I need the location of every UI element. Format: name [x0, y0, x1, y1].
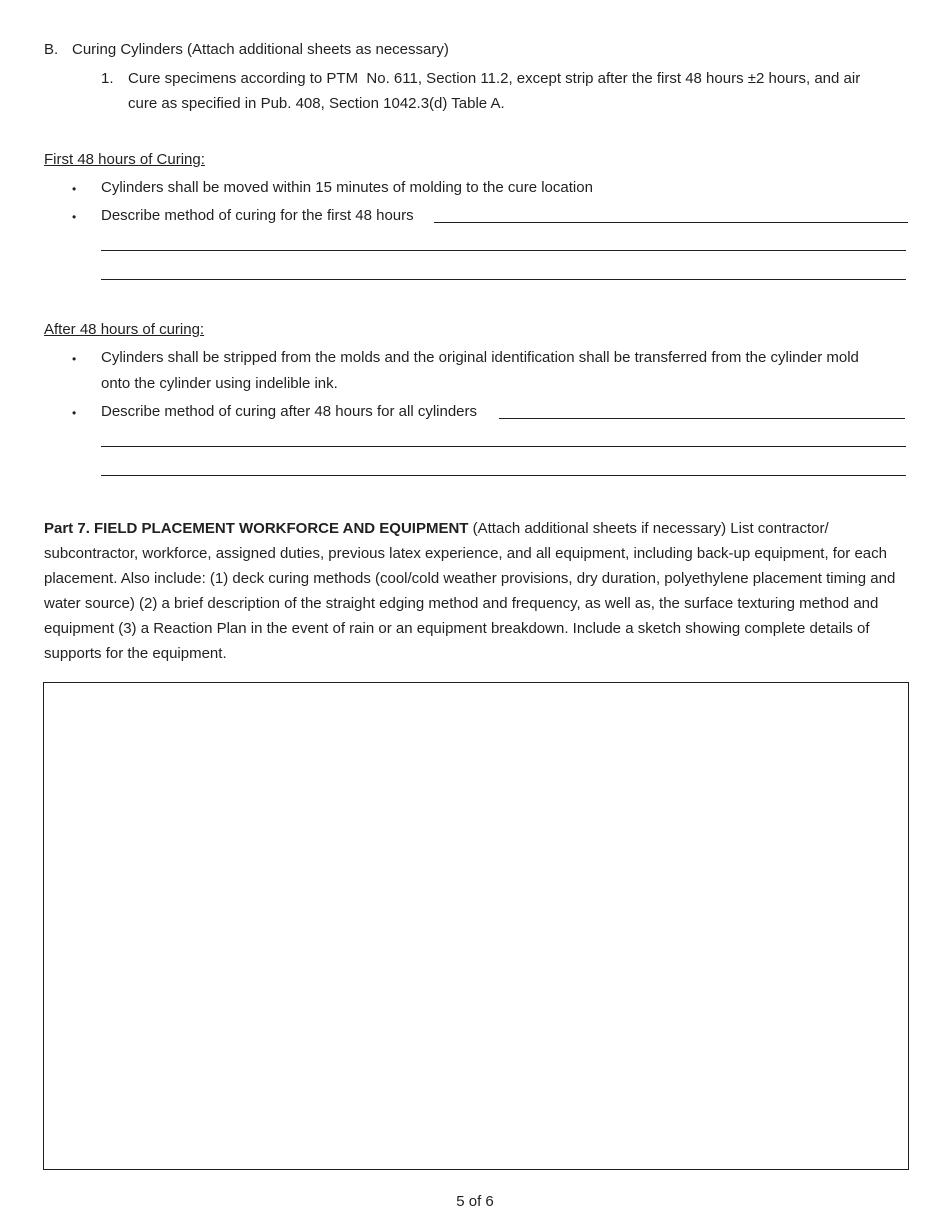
first-48-method-field-line-3[interactable]: [101, 279, 906, 280]
after-48-bullet-1-line-1: Cylinders shall be stripped from the molds and the original identification shall be transferred from the cylinder mold: [101, 349, 859, 366]
first-48-method-field-line-2[interactable]: [101, 250, 906, 251]
after-48-bullet-2: Describe method of curing after 48 hours for all cylinders: [101, 403, 478, 420]
first-48-heading: First 48 hours of Curing:: [44, 151, 205, 168]
first-48-bullet-2: Describe method of curing for the first 48 hours: [101, 207, 414, 224]
bullet-icon: •: [72, 406, 77, 420]
part-7-text: (Attach additional sheets if necessary) List contractor/ subcontractor, workforce, assigned duties, previous latex experience, and all equipment, including back-up equipment, for each placement. Also include: (1) deck curing methods (cool/cold weather provisions, dry duration, polyethylene placement timing and water source) (2) a brief description of the straight edging method and frequency, as well as, the surface texturing method and equipment (3) a Reaction Plan in the event of rain or an equipment breakdown. Include a sketch showing complete details of supports for the equipment.: [44, 520, 896, 662]
bullet-icon: •: [72, 182, 77, 196]
bullet-icon: •: [72, 210, 77, 224]
item-1-number: 1.: [101, 70, 114, 87]
item-1-line-1: Cure specimens according to PTM No. 611, Section 11.2, except strip after the first 48 hours ±2 hours, and air: [128, 70, 861, 87]
item-1-line-2: cure as specified in Pub. 408, Section 1042.3(d) Table A.: [128, 95, 505, 112]
section-b-title: Curing Cylinders (Attach additional sheets as necessary): [72, 41, 449, 58]
first-48-method-field-line-1[interactable]: [434, 222, 908, 223]
after-48-method-field-line-1[interactable]: [499, 418, 905, 419]
after-48-method-field-line-3[interactable]: [101, 475, 906, 476]
part-7-response-box[interactable]: [43, 682, 909, 1170]
first-48-bullet-1: Cylinders shall be moved within 15 minutes of molding to the cure location: [101, 179, 593, 196]
after-48-heading: After 48 hours of curing:: [44, 321, 205, 338]
after-48-method-field-line-2[interactable]: [101, 446, 906, 447]
part-7-title: Part 7. FIELD PLACEMENT WORKFORCE AND EQUIPMENT: [44, 520, 469, 537]
after-48-bullet-1-line-2: onto the cylinder using indelible ink.: [101, 375, 338, 392]
page-number: 5 of 6: [456, 1193, 494, 1210]
part-7-paragraph: [44, 516, 910, 666]
section-b-letter: B.: [44, 41, 59, 58]
bullet-icon: •: [72, 352, 77, 366]
